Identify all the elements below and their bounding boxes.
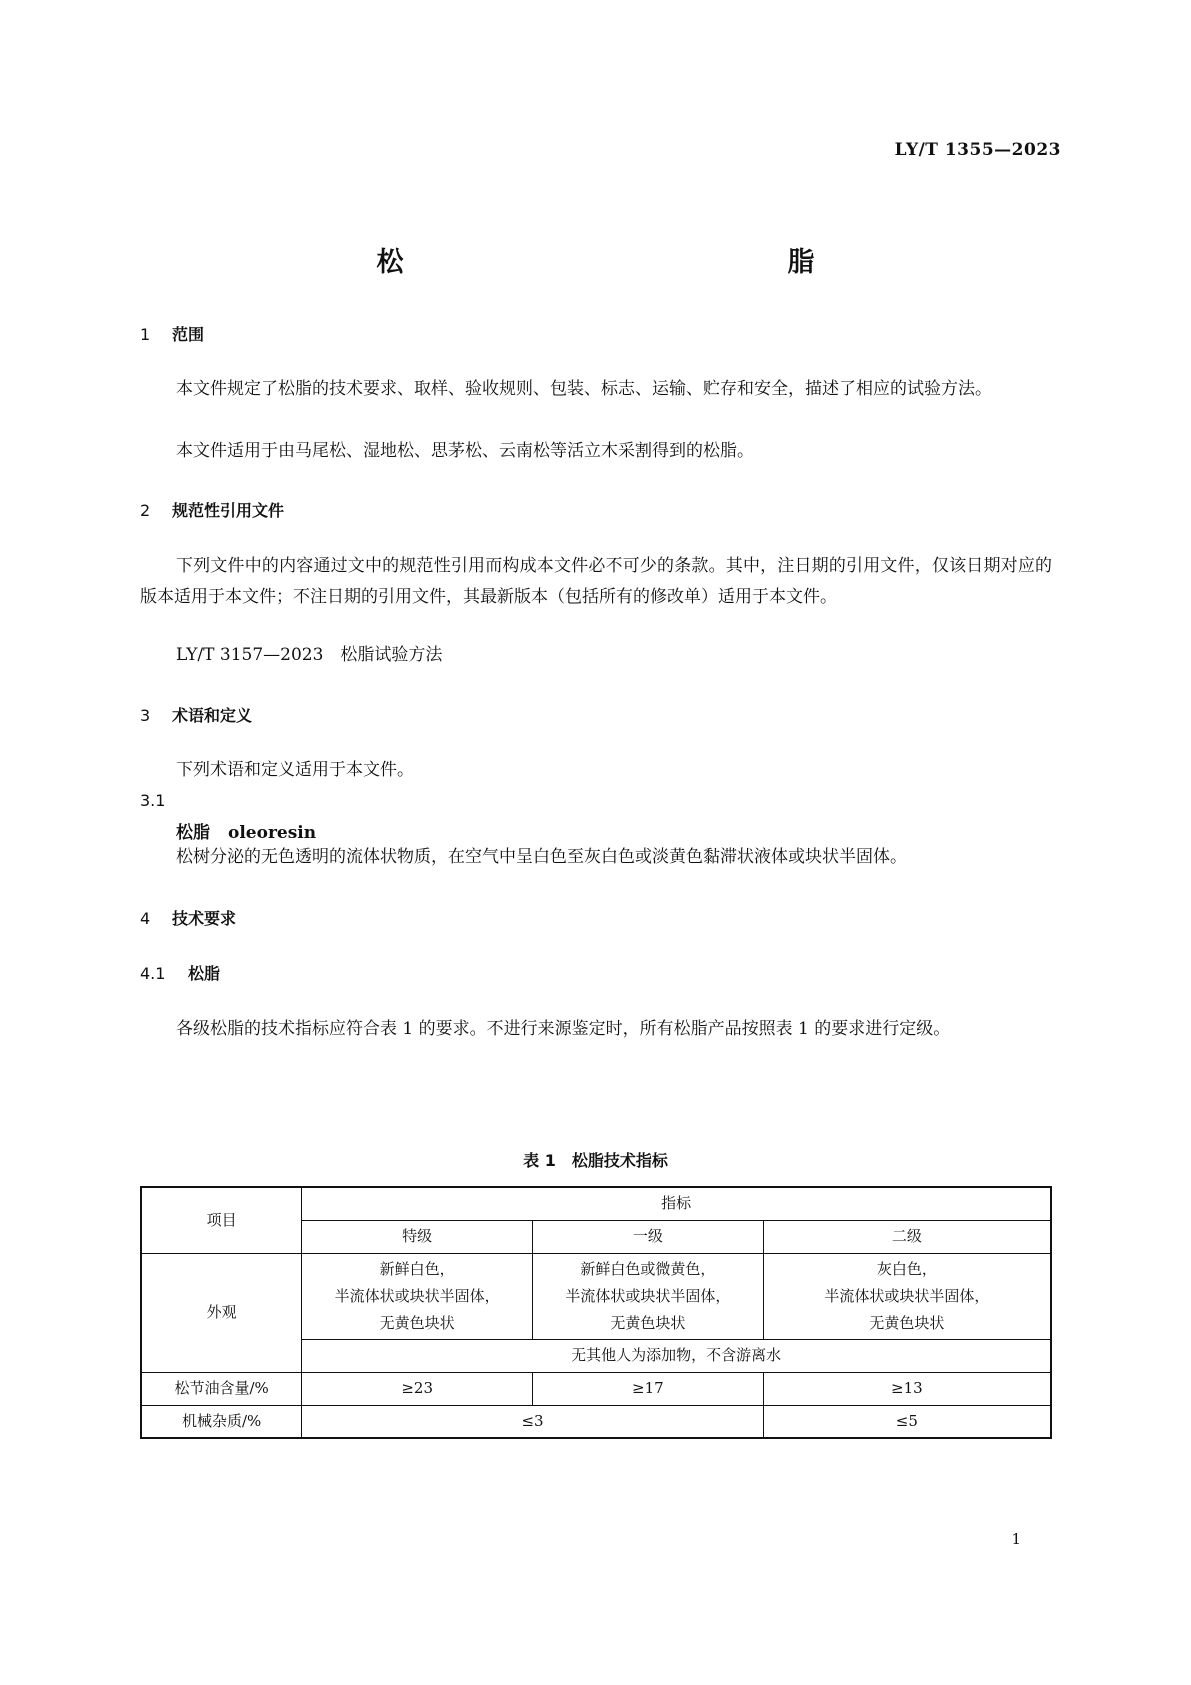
cell-line: 新鲜白色， [379,1259,455,1278]
document-code: LY/T 1355—2023 [894,140,1061,160]
paragraph: 各级松脂的技术指标应符合表 1 的要求。不进行来源鉴定时，所有松脂产品按照表 1 的要求进行定级。 [176,1019,951,1039]
appearance-first [533,1253,764,1339]
term-definition: 松树分泌的无色透明的流体状物质，在空气中呈白色至灰白色或淡黄色黏滞状液体或块状半固体。 [176,847,907,867]
paragraph: 本文件适用于由马尾松、湿地松、思茅松、云南松等活立木采割得到的松脂。 [176,441,754,461]
cell-line: 灰白色， [876,1259,937,1278]
section-number: 3 [140,706,151,725]
section-title: 范围 [172,325,205,344]
cell-line: 无黄色块状 [610,1313,686,1332]
term-name [176,818,316,843]
appearance-second [763,1253,1051,1339]
table-header-row [141,1187,1051,1220]
section-heading-4 [140,906,236,929]
subsection-heading-4-1 [140,961,220,984]
section-number: 2 [140,501,151,520]
section-heading-2 [140,498,284,521]
paragraph: 下列文件中的内容通过文中的规范性引用而构成本文件必不可少的条款。其中，注日期的引用文件，仅该日期对应的版本适用于本文件；不注日期的引用文件，其最新版本（包括所有的修改单）适用于本文件。 [140,556,1052,607]
term-number: 3.1 [140,791,166,810]
cell-line: 无黄色块状 [869,1313,945,1332]
section-heading-1 [140,322,204,345]
appearance-label: 外观 [141,1253,302,1372]
grade-first: 一级 [533,1220,764,1253]
cell-line: 半流体状或块状半固体， [824,1286,990,1305]
impurity-premium-first: ≤3 [302,1405,763,1438]
section-title: 技术要求 [172,909,237,928]
table-row [141,1372,1051,1405]
header-index: 指标 [302,1187,1051,1220]
impurity-label: 机械杂质/% [141,1405,302,1438]
table-caption: 表 1 松脂技术指标 [523,1151,668,1170]
page-number: 1 [1011,1530,1021,1548]
grade-second: 二级 [763,1220,1051,1253]
paragraph: 本文件规定了松脂的技术要求、取样、验收规则、包装、标志、运输、贮存和安全，描述了相应的试验方法。 [176,379,992,399]
term-english: oleoresin [228,823,317,843]
oil-content-first: ≥17 [533,1372,764,1405]
cell-line: 新鲜白色或微黄色， [580,1259,716,1278]
appearance-common: 无其他人为添加物，不含游离水 [302,1339,1051,1372]
table-row [141,1253,1051,1339]
table-row [141,1405,1051,1438]
term-chinese: 松脂 [176,823,210,843]
subsection-number: 4.1 [140,964,166,983]
paragraph: 下列术语和定义适用于本文件。 [176,760,414,780]
appearance-premium [302,1253,533,1339]
grade-premium: 特级 [302,1220,533,1253]
section-title: 术语和定义 [172,706,253,725]
oil-content-second: ≥13 [763,1372,1051,1405]
header-item: 项目 [141,1187,302,1253]
section-heading-3 [140,703,252,726]
oil-content-label: 松节油含量/% [141,1372,302,1405]
oil-content-premium: ≥23 [302,1372,533,1405]
subsection-title: 松脂 [188,964,221,983]
section-number: 4 [140,909,151,928]
impurity-second: ≤5 [763,1405,1051,1438]
section-number: 1 [140,325,151,344]
document-title: 松 脂 [376,247,925,278]
normative-reference: LY/T 3157—2023 松脂试验方法 [176,645,443,665]
cell-line: 无黄色块状 [379,1313,455,1332]
cell-line: 半流体状或块状半固体， [565,1286,731,1305]
spec-table [140,1186,1052,1439]
cell-line: 半流体状或块状半固体， [334,1286,500,1305]
section-title: 规范性引用文件 [172,501,285,520]
